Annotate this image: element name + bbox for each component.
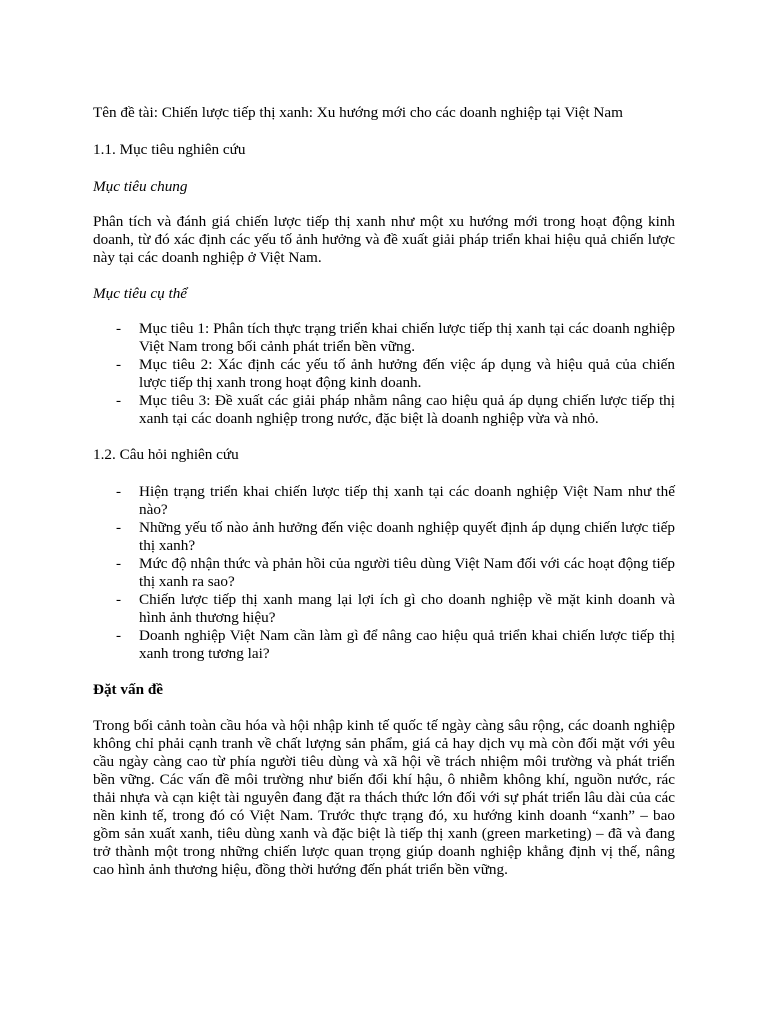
list-item-text: Mức độ nhận thức và phản hồi của người tiêu dùng Việt Nam đối với các hoạt động tiếp thị xanh ra sao? [139,555,675,590]
general-objective-text: Phân tích và đánh giá chiến lược tiếp thị xanh như một xu hướng mới trong hoạt động kinh doanh, từ đó xác định các yếu tố ảnh hưởng và đề xuất giải pháp triển khai hiệu quả chiến lược này tại các doanh nghiệp ở Việt Nam. [93,213,675,266]
list-dash: - [116,392,122,409]
list-item-text: Doanh nghiệp Việt Nam cần làm gì để nâng cao hiệu quả triển khai chiến lược tiếp thị xanh trong tương lai? [139,627,675,662]
list-item-text: Mục tiêu 2: Xác định các yếu tố ảnh hưởng đến việc áp dụng và hiệu quả của chiến lược tiếp thị xanh trong hoạt động kinh doanh. [139,356,675,391]
specific-objectives-heading: Mục tiêu cụ thể [93,285,188,302]
section-1-2-heading: 1.2. Câu hỏi nghiên cứu [93,446,239,463]
list-dash: - [116,483,122,500]
list-dash: - [116,627,122,644]
list-item-text: Mục tiêu 1: Phân tích thực trạng triển khai chiến lược tiếp thị xanh tại các doanh nghiệp Việt Nam trong bối cảnh phát triển bền vững. [139,320,675,355]
research-questions-list [93,483,675,663]
list-dash: - [116,591,122,608]
specific-objectives-list [93,320,675,428]
list-dash: - [116,320,122,337]
list-item-text: Chiến lược tiếp thị xanh mang lại lợi ích gì cho doanh nghiệp về mặt kinh doanh và hình ảnh thương hiệu? [139,591,675,626]
section-1-1-heading: 1.1. Mục tiêu nghiên cứu [93,141,246,158]
list-item-text: Mục tiêu 3: Đề xuất các giải pháp nhằm nâng cao hiệu quả áp dụng chiến lược tiếp thị xanh tại các doanh nghiệp trong nước, đặc biệt là doanh nghiệp vừa và nhỏ. [139,392,675,427]
list-item [93,356,675,392]
problem-statement-text: Trong bối cảnh toàn cầu hóa và hội nhập kinh tế quốc tế ngày càng sâu rộng, các doanh nghiệp không chỉ phải cạnh tranh về chất lượng sản phẩm, giá cả hay dịch vụ mà còn đối mặt với yêu cầu ngày càng cao từ phía người tiêu dùng và xã hội về trách nhiệm môi trường và phát triển bền vững. Các vấn đề môi trường như biến đổi khí hậu, ô nhiễm không khí, nguồn nước, rác thải nhựa và cạn kiệt tài nguyên đang đặt ra thách thức lớn đối với sự phát triển lâu dài của các nền kinh tế, trong đó có Việt Nam. Trước thực trạng đó, xu hướng kinh doanh “xanh” – bao gồm sản xuất xanh, tiêu dùng xanh và đặc biệt là tiếp thị xanh (green marketing) – đã và đang trở thành một trong những chiến lược quan trọng giúp doanh nghiệp khẳng định vị thế, nâng cao hình ảnh thương hiệu, đồng thời hướng đến phát triển bền vững. [93,717,675,878]
list-item-text: Hiện trạng triển khai chiến lược tiếp thị xanh tại các doanh nghiệp Việt Nam như thế nào? [139,483,675,518]
document-title: Tên đề tài: Chiến lược tiếp thị xanh: Xu hướng mới cho các doanh nghiệp tại Việt Nam [93,104,623,121]
list-dash: - [116,519,122,536]
list-item [93,591,675,627]
list-item-text: Những yếu tố nào ảnh hưởng đến việc doanh nghiệp quyết định áp dụng chiến lược tiếp thị xanh? [139,519,675,554]
list-item [93,519,675,555]
list-item [93,555,675,591]
list-item [93,627,675,663]
general-objective-heading: Mục tiêu chung [93,178,188,195]
list-item [93,320,675,356]
problem-statement-heading: Đặt vấn đề [93,681,164,698]
list-dash: - [116,555,122,572]
document-page [93,104,675,897]
list-item [93,392,675,428]
list-dash: - [116,356,122,373]
list-item [93,483,675,519]
